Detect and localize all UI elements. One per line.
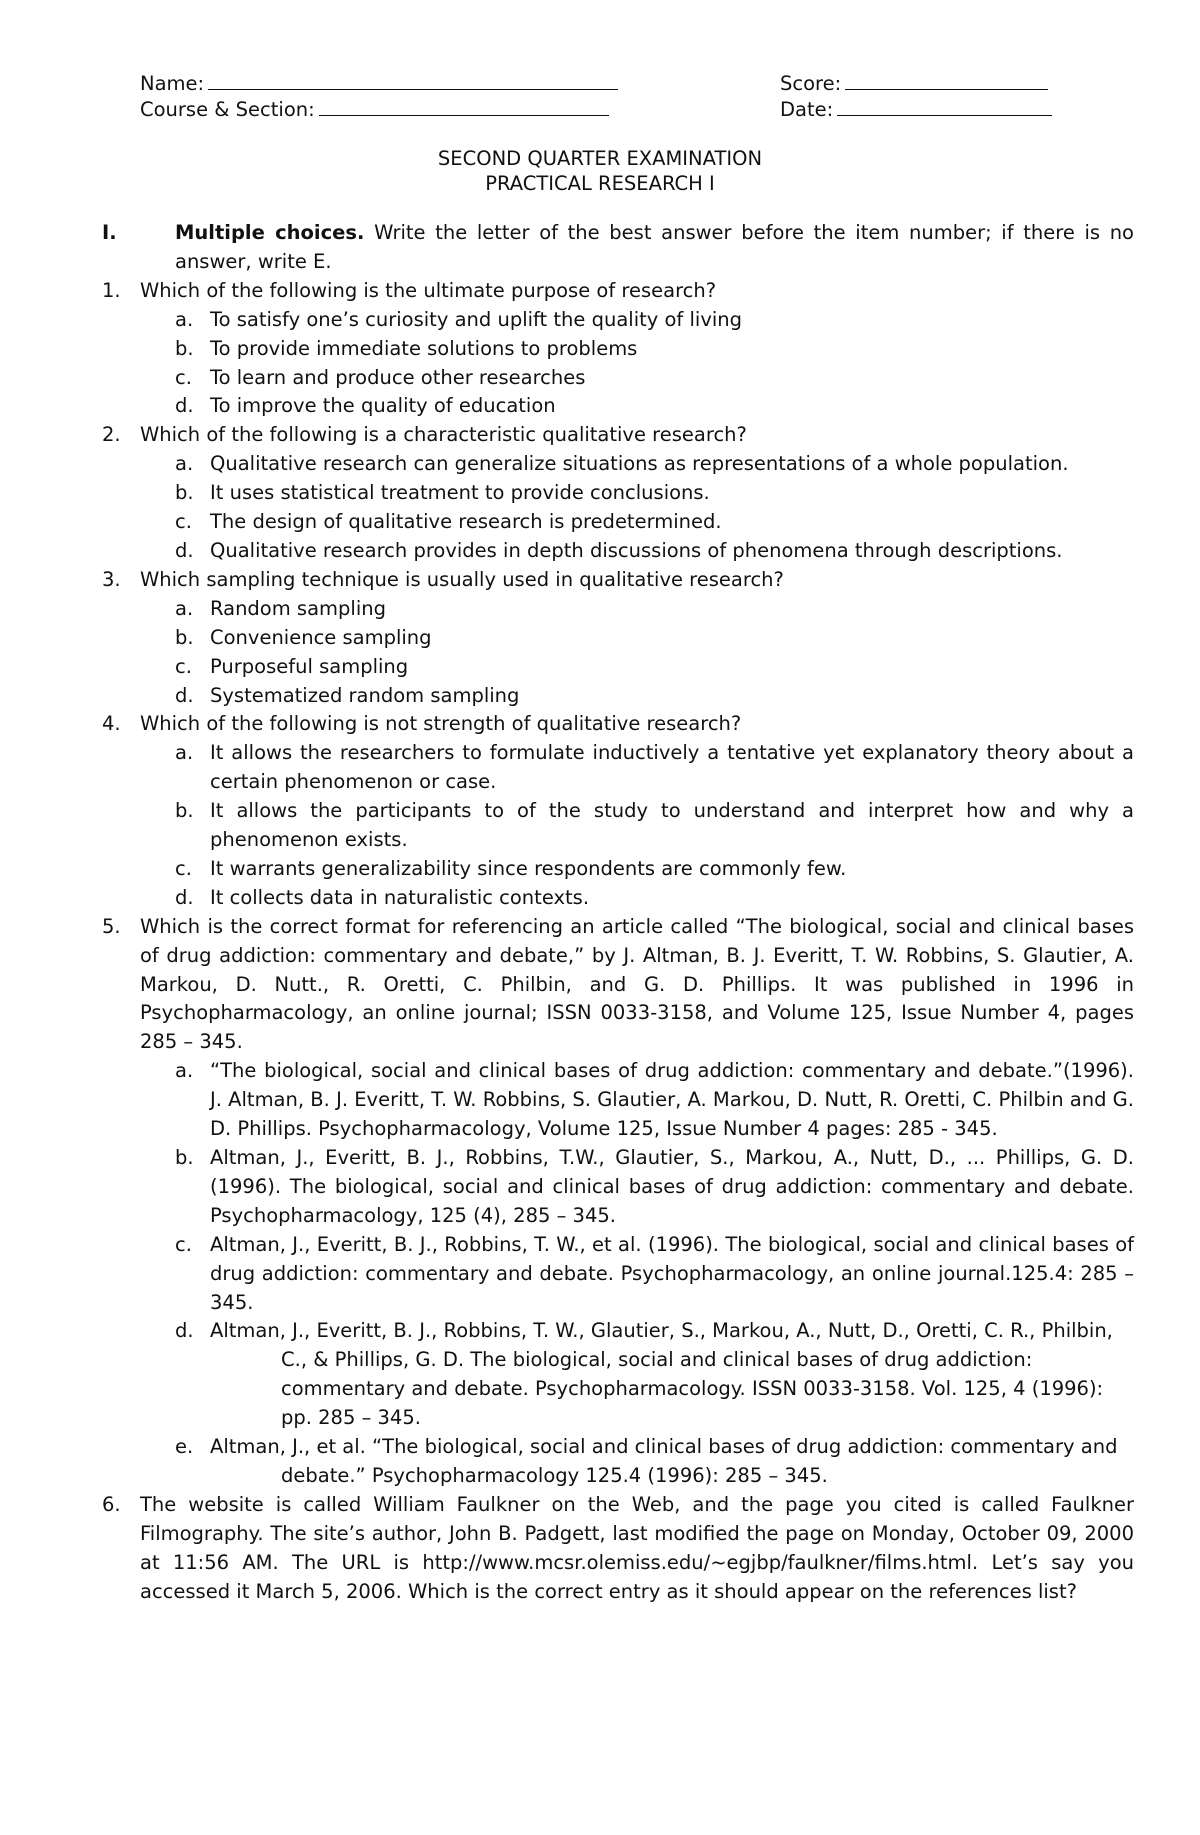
name-label: Name: bbox=[140, 72, 205, 95]
question-number: 4. bbox=[102, 712, 121, 736]
question-number: 6. bbox=[102, 1492, 121, 1516]
course-section-label: Course & Section: bbox=[140, 98, 315, 121]
option-letter: e. bbox=[175, 1435, 194, 1459]
answer-option bbox=[175, 653, 1134, 682]
option-text: “The biological, social and clinical bases of drug addiction: commentary and debate.”(1996). J. Altman, B. J. Everitt, T. W. Robbins, S. Glautier, A. Markou, D. Nutt, R. Oretti, C. Philbin and G. D. Phillips. Psychopharmacology, Volume 125, Issue Number 4 pages: 285 - 345. bbox=[210, 1059, 1134, 1141]
answer-option bbox=[175, 1231, 1134, 1318]
question-text: Which is the correct format for referencing an article called “The biological, social and clinical bases of drug addiction: commentary and debate,” by J. Altman, B. J. Everitt, T. W. Robbins, S. Glautier, A. Markou, D. Nutt., R. Oretti, C. Philbin, and G. D. Phillips. It was published in 1996 in Psychopharmacology, an online journal; ISSN 0033-3158, and Volume 125, Issue Number 4, pages 285 – 345. bbox=[140, 914, 1134, 1054]
option-text: Systematized random sampling bbox=[210, 683, 520, 707]
answer-option bbox=[175, 335, 1134, 364]
option-text: It allows the researchers to formulate inductively a tentative yet explanatory theory about a certain phenomenon or case. bbox=[210, 741, 1134, 794]
option-text: To provide immediate solutions to problems bbox=[210, 336, 638, 360]
option-text: Purposeful sampling bbox=[210, 654, 409, 678]
part-instruction-text bbox=[175, 219, 1134, 277]
question-text: Which of the following is a characteristic qualitative research? bbox=[140, 423, 747, 447]
date-field-row bbox=[780, 96, 1052, 122]
option-text: To improve the quality of education bbox=[210, 394, 556, 418]
student-info-header bbox=[140, 70, 1060, 122]
question-text: Which sampling technique is usually used in qualitative research? bbox=[140, 567, 784, 591]
answer-option bbox=[175, 624, 1134, 653]
answer-option bbox=[175, 537, 1134, 566]
question-text: The website is called William Faulkner on the Web, and the page you cited is called Faulkner Filmography. The site’s author, John B. Padgett, last modified the page on Monday, October 09, 2000 at 11:56 AM. The URL is http://www.mcsr.olemiss.edu/~egjbp/faulkner/films.html. Let’s say you accessed it March 5, 2006. Which is the correct entry as it should appear on the references list? bbox=[140, 1492, 1134, 1603]
answer-option bbox=[175, 797, 1134, 855]
option-text: The design of qualitative research is predetermined. bbox=[210, 510, 722, 534]
answer-option bbox=[175, 1144, 1134, 1231]
option-text: To satisfy one’s curiosity and uplift the quality of living bbox=[210, 307, 743, 331]
question-text: Which of the following is not strength of qualitative research? bbox=[140, 712, 742, 736]
answer-option bbox=[175, 392, 1134, 421]
exam-body bbox=[102, 219, 1134, 1607]
option-letter: b. bbox=[175, 336, 194, 360]
part-number: I. bbox=[102, 221, 117, 244]
answer-option bbox=[175, 884, 1134, 913]
option-letter: b. bbox=[175, 481, 194, 505]
answer-option bbox=[175, 364, 1134, 393]
question-number: 3. bbox=[102, 567, 121, 591]
option-letter: c. bbox=[175, 365, 192, 389]
option-letter: c. bbox=[175, 856, 192, 880]
question-3 bbox=[102, 566, 1134, 711]
option-text: It warrants generalizability since respondents are commonly few. bbox=[210, 856, 847, 880]
option-text: Qualitative research provides in depth discussions of phenomena through descriptions. bbox=[210, 538, 1063, 562]
answer-option bbox=[175, 1317, 1134, 1433]
exam-title: SECOND QUARTER EXAMINATION bbox=[437, 147, 763, 170]
option-letter: a. bbox=[175, 452, 194, 476]
option-letter: b. bbox=[175, 799, 194, 823]
option-text: Altman, J., Everitt, B. J., Robbins, T.W., Glautier, S., Markou, A., Nutt, D., ... Phillips, G. D. (1996). The biological, social and clinical bases of drug addiction: commentary and debate. Psychopharmacology, 125 (4), 285 – 345. bbox=[210, 1146, 1134, 1227]
course-section-field-row bbox=[140, 96, 780, 122]
part-heading: Multiple choices. bbox=[175, 221, 365, 244]
option-text: Qualitative research can generalize situations as representations of a whole population. bbox=[210, 452, 1069, 476]
score-blank-line bbox=[845, 70, 1048, 90]
question-number: 5. bbox=[102, 914, 121, 938]
part-one-instructions bbox=[102, 219, 1134, 277]
exam-subtitle: PRACTICAL RESEARCH I bbox=[485, 172, 715, 195]
question-6 bbox=[102, 1491, 1134, 1607]
option-text: It allows the participants to of the study to understand and interpret how and why a phenomenon exists. bbox=[210, 799, 1134, 852]
option-text: Altman, J., Everitt, B. J., Robbins, T. W., Glautier, S., Markou, A., Nutt, D., Oretti, C. R., Philbin, C., & Phillips, G. D. The biological, social and clinical bases of drug addiction: commentary and debate. Psychopharmacology. ISSN 0033-3158. Vol. 125, 4 (1996): pp. 285 – 345. bbox=[210, 1319, 1113, 1430]
date-blank-line bbox=[837, 96, 1052, 116]
option-text: Altman, J., et al. “The biological, social and clinical bases of drug addiction: commentary and debate.” Psychopharmacology 125.4 (1996): 285 – 345. bbox=[210, 1435, 1118, 1487]
option-text: It collects data in naturalistic contexts. bbox=[210, 885, 590, 909]
exam-titles bbox=[0, 146, 1200, 196]
option-letter: a. bbox=[175, 741, 194, 765]
question-5 bbox=[102, 913, 1134, 1491]
answer-option bbox=[175, 1433, 1134, 1491]
option-letter: b. bbox=[175, 1146, 194, 1169]
option-letter: d. bbox=[175, 538, 194, 562]
answer-option bbox=[175, 450, 1134, 479]
option-letter: d. bbox=[175, 1319, 194, 1343]
name-blank-line bbox=[208, 70, 618, 90]
course-section-blank-line bbox=[319, 96, 609, 116]
option-text: It uses statistical treatment to provide conclusions. bbox=[210, 481, 710, 505]
option-letter: c. bbox=[175, 654, 192, 678]
option-text: Altman, J., Everitt, B. J., Robbins, T. W., et al. (1996). The biological, social and clinical bases of drug addiction: commentary and debate. Psychopharmacology, an online journal.125.4: 285 – 345. bbox=[210, 1232, 1134, 1314]
score-label: Score: bbox=[780, 72, 842, 95]
question-1 bbox=[102, 277, 1134, 422]
answer-option bbox=[175, 682, 1134, 711]
date-label: Date: bbox=[780, 98, 834, 121]
option-letter: d. bbox=[175, 885, 194, 909]
question-4 bbox=[102, 710, 1134, 912]
answer-option bbox=[175, 479, 1134, 508]
name-field-row bbox=[140, 70, 780, 96]
answer-option bbox=[175, 306, 1134, 335]
score-field-row bbox=[780, 70, 1048, 96]
part-instruction: Write the letter of the best answer before the item number; if there is no answer, write E. bbox=[175, 221, 1134, 273]
question-number: 2. bbox=[102, 423, 121, 447]
answer-option bbox=[175, 739, 1134, 797]
option-letter: d. bbox=[175, 683, 194, 707]
option-letter: b. bbox=[175, 625, 194, 649]
answer-option bbox=[175, 1057, 1134, 1144]
option-letter: d. bbox=[175, 394, 194, 418]
answer-option bbox=[175, 595, 1134, 624]
option-text: Convenience sampling bbox=[210, 625, 432, 649]
option-letter: a. bbox=[175, 1059, 194, 1083]
option-text: Random sampling bbox=[210, 596, 386, 620]
answer-option bbox=[175, 508, 1134, 537]
answer-option bbox=[175, 855, 1134, 884]
question-2 bbox=[102, 421, 1134, 566]
option-letter: a. bbox=[175, 307, 194, 331]
option-text: To learn and produce other researches bbox=[210, 365, 586, 389]
question-text: Which of the following is the ultimate purpose of research? bbox=[140, 278, 717, 302]
question-number: 1. bbox=[102, 278, 121, 302]
option-letter: c. bbox=[175, 1232, 192, 1256]
option-letter: c. bbox=[175, 510, 192, 534]
option-letter: a. bbox=[175, 596, 194, 620]
